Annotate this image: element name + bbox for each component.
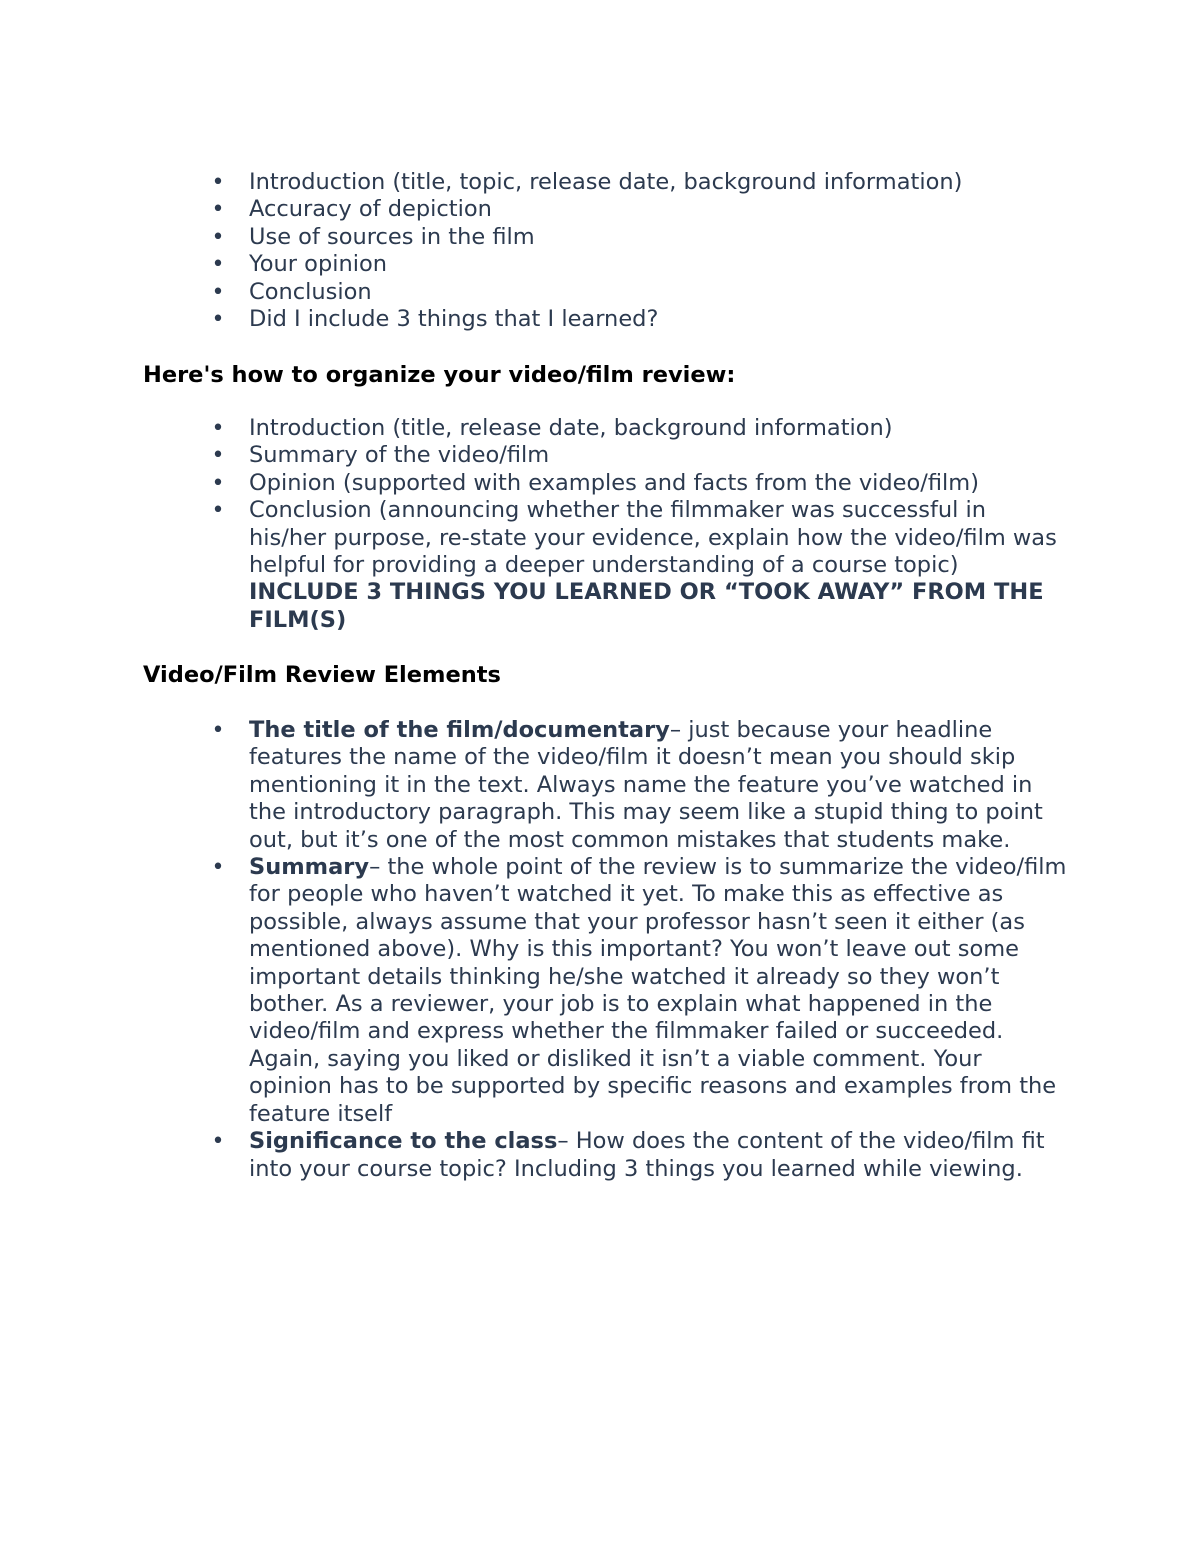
review-checklist [0, 169, 1200, 333]
list-item [0, 415, 1069, 442]
bullet-icon: • [211, 252, 225, 278]
list-item [0, 306, 1069, 333]
list-item [0, 169, 1069, 196]
list-item [0, 196, 1069, 223]
list-item-text: Conclusion [249, 278, 372, 305]
list-item-text: – How does the content of the video/film fit into your course topic? Including 3 things you learned while viewing. [249, 1128, 1045, 1182]
bullet-icon: • [211, 416, 225, 441]
organize-list [0, 415, 1200, 634]
bullet-icon: • [211, 718, 225, 743]
bullet-icon: • [211, 224, 225, 250]
list-item-text: Summary of the video/film [249, 442, 550, 469]
list-item-text: Conclusion (announcing whether the filmmaker was successful in his/her purpose, re-state your evidence, explain how the video/film was helpful for providing a deeper understanding of a course topic) [249, 497, 1057, 579]
list-item-text: Opinion (supported with examples and facts from the video/film) [249, 469, 979, 496]
bullet-icon: • [211, 170, 225, 195]
list-item-emphasis: INCLUDE 3 THINGS YOU LEARNED OR “TOOK AWAY” FROM THE FILM(S) [249, 579, 1044, 633]
list-item-text: Did I include 3 things that I learned? [249, 306, 659, 333]
list-item-lead: Significance to the class [249, 1128, 558, 1155]
bullet-icon: • [211, 279, 225, 305]
list-item [0, 442, 1069, 469]
list-item [0, 470, 1069, 497]
list-item [0, 854, 1069, 1128]
list-item-lead: Summary [249, 854, 370, 881]
list-item-text: Introduction (title, topic, release date, background information) [249, 169, 963, 195]
list-item [0, 224, 1069, 251]
bullet-icon: • [211, 1129, 225, 1155]
bullet-icon: • [211, 498, 225, 524]
list-item-text: Introduction (title, release date, background information) [249, 415, 893, 441]
list-item-text: – just because your headline features the name of the video/film it doesn’t mean you should skip mentioning it in the text. Always name the feature you’ve watched in the introductory paragraph. This may seem like a stupid thing to point out, but it’s one of the most common mistakes that students make. [249, 717, 1043, 853]
list-item [0, 1128, 1069, 1183]
list-item [0, 717, 1069, 854]
list-item [0, 251, 1069, 278]
bullet-icon: • [211, 470, 225, 496]
list-item-lead: The title of the film/documentary [249, 717, 670, 743]
bullet-icon: • [211, 443, 225, 469]
bullet-icon: • [211, 197, 225, 223]
bullet-icon: • [211, 307, 225, 333]
list-item-text: Accuracy of depiction [249, 196, 492, 223]
list-item [0, 497, 1069, 634]
list-item-text: Use of sources in the film [249, 223, 535, 250]
elements-heading: Video/Film Review Elements [143, 662, 501, 688]
list-item [0, 279, 1069, 306]
elements-list [0, 717, 1200, 1183]
organize-heading: Here's how to organize your video/film review: [143, 362, 736, 388]
list-item-text: Your opinion [249, 251, 388, 278]
list-item-text: – the whole point of the review is to summarize the video/film for people who haven’t watched it yet. To make this as effective as possible, always assume that your professor hasn’t seen it either (as mentioned above). Why is this important? You won’t leave out some important details thinking he/she watched it already so they won’t bother. As a reviewer, your job is to explain what happened in the video/film and express whether the filmmaker failed or succeeded. Again, saying you liked or disliked it isn’t a viable comment. Your opinion has to be supported by specific reasons and examples from the feature itself [249, 854, 1067, 1127]
bullet-icon: • [211, 855, 225, 881]
